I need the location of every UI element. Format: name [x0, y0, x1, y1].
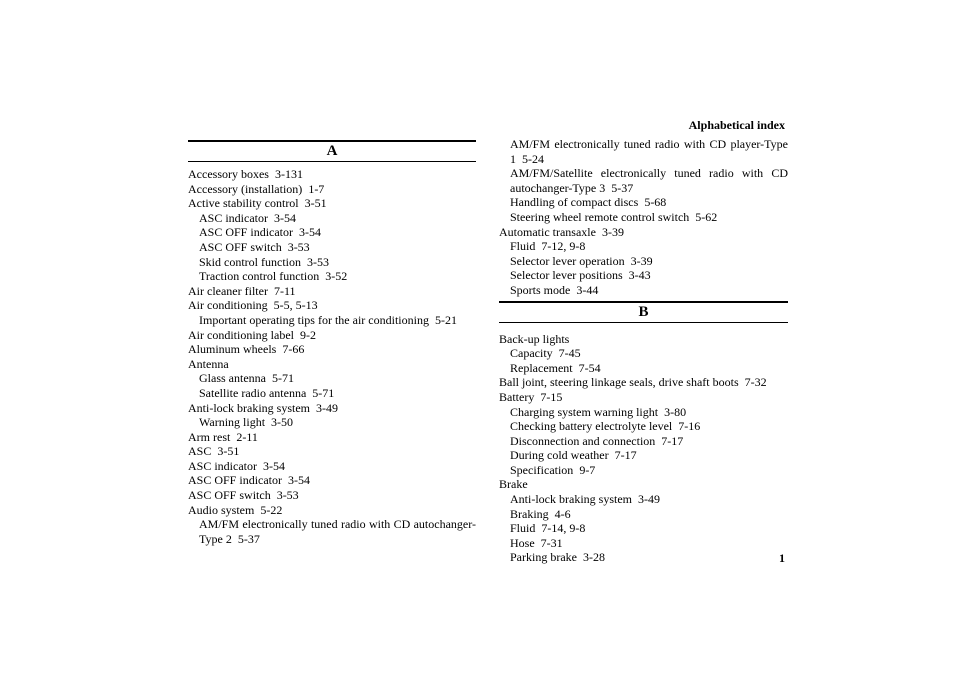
- index-entry: [188, 196, 476, 211]
- entry-page-ref: 1-7: [308, 181, 325, 196]
- entry-page-ref: 7-31: [540, 535, 563, 550]
- index-subentry: [188, 517, 476, 546]
- entry-page-ref: 5-71: [312, 385, 335, 400]
- index-entry: [499, 332, 788, 347]
- section-letter-heading: A: [188, 140, 476, 162]
- entry-text: During cold weather: [510, 448, 609, 463]
- page-header-title: Alphabetical index: [688, 118, 785, 132]
- index-entry: [188, 488, 476, 503]
- entry-text: Automatic transaxle: [499, 224, 596, 239]
- entry-page-ref: 7-17: [614, 448, 637, 463]
- entry-text: Handling of compact discs: [510, 195, 639, 210]
- index-subentry: [499, 166, 788, 195]
- entry-page-ref: 3-53: [276, 488, 299, 503]
- entry-text: Important operating tips for the air conditioning: [199, 312, 429, 327]
- index-subentry: [188, 269, 476, 284]
- entry-text: ASC OFF indicator: [199, 225, 294, 240]
- index-subentry: [499, 434, 788, 449]
- entry-page-ref: 7-54: [578, 360, 601, 375]
- entry-text: ASC indicator: [188, 458, 257, 473]
- entry-text: Hose: [510, 535, 535, 550]
- index-entry: [188, 473, 476, 488]
- entry-text: Air conditioning: [188, 298, 268, 313]
- entry-text: Steering wheel remote control switch: [510, 209, 690, 224]
- entry-page-ref: 3-51: [304, 196, 327, 211]
- entry-text: Accessory boxes: [188, 167, 269, 181]
- index-entry: [499, 375, 788, 390]
- index-subentry: [499, 239, 788, 254]
- entry-page-ref: 3-49: [315, 400, 338, 415]
- entry-text: Air cleaner filter: [188, 283, 268, 298]
- entry-page-ref: 3-53: [307, 254, 329, 269]
- index-entry: [188, 167, 476, 182]
- entry-text: Skid control function: [199, 254, 301, 269]
- entry-page-ref: 3-80: [664, 404, 687, 419]
- page-number: 1: [779, 551, 785, 565]
- entry-text: Capacity: [510, 346, 553, 361]
- entry-text: Braking: [510, 506, 549, 521]
- entry-text: Fluid: [510, 521, 536, 536]
- entry-page-ref: 5-22: [260, 502, 283, 517]
- entry-text: Charging system warning light: [510, 404, 659, 419]
- index-subentry: [499, 283, 788, 298]
- index-subentry: [499, 492, 788, 507]
- entry-text: Selector lever positions: [510, 268, 623, 283]
- entry-text: Back-up lights: [499, 331, 570, 346]
- index-entry: [188, 342, 476, 357]
- entry-page-ref: 3-44: [576, 282, 599, 297]
- index-entry: [188, 459, 476, 474]
- entry-text: Sports mode: [510, 282, 571, 297]
- entry-page-ref: 5-62: [695, 209, 718, 224]
- index-subentry: [499, 521, 788, 536]
- entry-page-ref: 3-43: [628, 268, 651, 283]
- entry-text: Checking battery electrolyte level: [510, 419, 673, 434]
- entry-page-ref: 3-49: [637, 492, 660, 507]
- entry-text: ASC OFF switch: [188, 488, 271, 503]
- entry-page-ref: 3-39: [630, 253, 653, 268]
- index-entry: [188, 357, 476, 372]
- entry-page-ref: 3-52: [325, 269, 348, 284]
- entry-page-ref: 3-53: [287, 239, 310, 254]
- entry-page-ref: 3-131: [274, 167, 303, 181]
- entry-page-ref: 9-7: [579, 462, 596, 477]
- entry-page-ref: 2-11: [236, 429, 258, 444]
- entry-text: Aluminum wheels: [188, 342, 277, 357]
- index-entry: [499, 390, 788, 405]
- entry-text: Ball joint, steering linkage seals, drive shaft boots: [499, 375, 739, 390]
- index-subentry: [188, 313, 476, 328]
- index-subentry: [499, 346, 788, 361]
- entry-text: Warning light: [199, 415, 266, 430]
- index-entry: [188, 328, 476, 343]
- entry-text: Active stability control: [188, 196, 299, 211]
- entry-text: Anti-lock braking system: [188, 400, 310, 415]
- index-entry: [188, 444, 476, 459]
- index-subentry: [499, 463, 788, 478]
- entry-text: ASC OFF indicator: [188, 473, 283, 488]
- index-subentry: [499, 361, 788, 376]
- entry-text: Glass antenna: [199, 371, 266, 386]
- entry-text: Disconnection and connection: [510, 433, 656, 448]
- section-letter-heading: B: [499, 301, 788, 323]
- entry-page-ref: 7-11: [273, 283, 296, 298]
- entry-page-ref: 7-16: [678, 419, 701, 434]
- entry-text: AM/FM electronically tuned radio with CD player-Type 1: [510, 137, 788, 166]
- entry-text: Battery: [499, 389, 535, 404]
- index-subentry: [499, 268, 788, 283]
- entry-text: Arm rest: [188, 429, 231, 444]
- entry-text: Satellite radio antenna: [199, 385, 307, 400]
- entry-page-ref: 3-54: [263, 458, 285, 473]
- index-entry: [188, 503, 476, 518]
- entry-text: Specification: [510, 462, 574, 477]
- entry-page-ref: 7-45: [558, 346, 581, 361]
- entry-text: ASC OFF switch: [199, 239, 282, 254]
- index-entry: [188, 298, 476, 313]
- entry-text: Traction control function: [199, 269, 320, 284]
- entry-page-ref: 5-37: [237, 531, 260, 546]
- entry-page-ref: 4-6: [554, 506, 571, 521]
- index-entry: [499, 477, 788, 492]
- entry-page-ref: 3-51: [217, 444, 240, 459]
- index-subentry: [499, 137, 788, 166]
- entry-text: Parking brake: [510, 550, 577, 565]
- entry-text: Anti-lock braking system: [510, 492, 632, 507]
- index-subentry: [499, 448, 788, 463]
- entry-page-ref: 5-21: [434, 312, 457, 327]
- index-subentry: [188, 240, 476, 255]
- entry-page-ref: 7-15: [540, 389, 563, 404]
- entry-text: Air conditioning label: [188, 327, 294, 342]
- index-subentry: [499, 405, 788, 420]
- index-subentry: [499, 195, 788, 210]
- entry-text: AM/FM/Satellite electronically tuned radio with CD autochanger-Type 3: [510, 166, 788, 195]
- index-entry: [188, 430, 476, 445]
- entry-page-ref: 7-14, 9-8: [541, 521, 586, 536]
- entry-text: ASC: [188, 444, 212, 459]
- entry-page-ref: 5-37: [611, 180, 634, 195]
- entry-page-ref: 3-39: [601, 224, 624, 239]
- index-subentry: [188, 386, 476, 401]
- entry-text: Fluid: [510, 239, 536, 254]
- entry-page-ref: 5-24: [522, 151, 544, 166]
- entry-text: AM/FM electronically tuned radio with CD autochanger-Type 2: [199, 517, 476, 546]
- index-column-left: [188, 140, 476, 546]
- index-entry: [188, 284, 476, 299]
- entry-text: Antenna: [188, 356, 229, 371]
- entry-page-ref: 7-32: [744, 375, 767, 390]
- entry-page-ref: 9-2: [299, 327, 316, 342]
- entry-page-ref: 3-54: [299, 225, 322, 240]
- index-subentry: [188, 211, 476, 226]
- entry-page-ref: 3-54: [288, 473, 311, 488]
- entry-page-ref: 3-54: [274, 210, 296, 225]
- entry-text: Accessory (installation): [188, 181, 303, 196]
- index-subentry: [499, 550, 788, 565]
- entry-text: ASC indicator: [199, 210, 268, 225]
- entry-text: Selector lever operation: [510, 253, 625, 268]
- index-column-right: [499, 137, 788, 565]
- entry-page-ref: 3-50: [271, 415, 294, 430]
- entry-page-ref: 5-5, 5-13: [273, 298, 318, 313]
- index-subentry: [499, 419, 788, 434]
- index-subentry: [188, 225, 476, 240]
- index-subentry: [188, 415, 476, 430]
- entry-page-ref: 7-12, 9-8: [541, 239, 586, 254]
- index-entry: [188, 401, 476, 416]
- index-entry: [188, 182, 476, 197]
- index-subentry: [188, 255, 476, 270]
- entry-text: Brake: [499, 477, 528, 492]
- index-subentry: [188, 371, 476, 386]
- entry-page-ref: 7-66: [282, 342, 305, 357]
- entry-page-ref: 5-71: [271, 371, 294, 386]
- entry-page-ref: 5-68: [644, 195, 667, 210]
- index-subentry: [499, 536, 788, 551]
- entry-text: Replacement: [510, 360, 573, 375]
- index-entry: [499, 225, 788, 240]
- entry-page-ref: 7-17: [661, 433, 684, 448]
- index-subentry: [499, 507, 788, 522]
- entry-text: Audio system: [188, 502, 255, 517]
- entry-page-ref: 3-28: [582, 550, 605, 565]
- index-subentry: [499, 254, 788, 269]
- index-subentry: [499, 210, 788, 225]
